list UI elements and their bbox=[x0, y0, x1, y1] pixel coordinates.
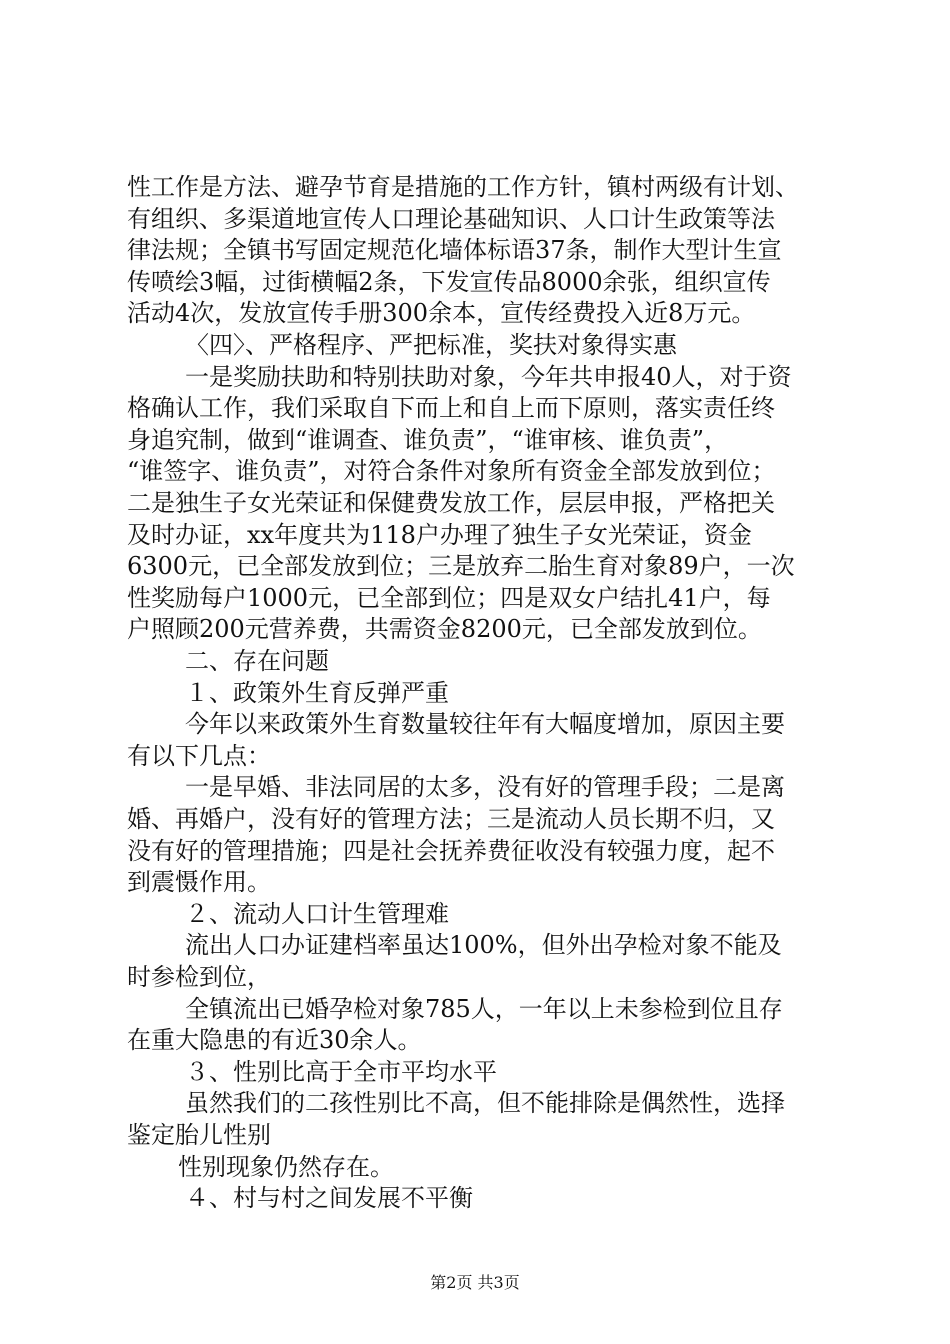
text-line: 性工作是方法、避孕节育是措施的工作方针，镇村两级有计划、 bbox=[127, 173, 799, 201]
subsection-heading: ２、流动人口计生管理难 bbox=[185, 900, 449, 928]
section-heading: 二、存在问题 bbox=[185, 647, 329, 675]
text-line: 今年以来政策外生育数量较往年有大幅度增加，原因主要 bbox=[185, 710, 785, 738]
text-line: 户照顾200元营养费，共需资金8200元，已全部发放到位。 bbox=[127, 615, 762, 643]
text-line: 全镇流出已婚孕检对象785人，一年以上未参检到位且存 bbox=[185, 995, 783, 1023]
text-line: 到震慑作用。 bbox=[127, 868, 271, 896]
text-line: 有以下几点： bbox=[127, 742, 271, 770]
text-line: 律法规；全镇书写固定规范化墙体标语37条，制作大型计生宣 bbox=[127, 236, 782, 264]
text-line: 一是奖励扶助和特别扶助对象，今年共申报40人，对于资 bbox=[185, 363, 792, 391]
text-line: 没有好的管理措施；四是社会抚养费征收没有较强力度，起不 bbox=[127, 837, 775, 865]
text-line: 有组织、多渠道地宣传人口理论基础知识、人口计生政策等法 bbox=[127, 205, 775, 233]
text-line: 一是早婚、非法同居的太多，没有好的管理手段；二是离 bbox=[185, 773, 785, 801]
text-line: 6300元，已全部发放到位；三是放弃二胎生育对象89户，一次 bbox=[127, 552, 795, 580]
text-line: 时参检到位， bbox=[127, 963, 271, 991]
page-footer: 第2页 共3页 bbox=[430, 1273, 520, 1292]
text-line: 虽然我们的二孩性别比不高，但不能排除是偶然性，选择 bbox=[185, 1089, 785, 1117]
text-line: 身追究制，做到“谁调查、谁负责”，“谁审核、谁负责”， bbox=[127, 426, 729, 454]
text-line: 传喷绘3幅，过街横幅2条，下发宣传品8000余张，组织宣传 bbox=[127, 268, 771, 296]
text-line: 活动4次，发放宣传手册300余本，宣传经费投入近8万元。 bbox=[127, 299, 756, 327]
text-line: 性别现象仍然存在。 bbox=[178, 1153, 394, 1181]
text-line: 婚、再婚户，没有好的管理方法；三是流动人员长期不归，又 bbox=[127, 805, 775, 833]
text-line: 二是独生子女光荣证和保健费发放工作，层层申报，严格把关 bbox=[127, 489, 775, 517]
text-line: “谁签字、谁负责”，对符合条件对象所有资金全部发放到位； bbox=[127, 457, 776, 485]
text-line: 在重大隐患的有近30余人。 bbox=[127, 1026, 422, 1054]
text-line: 鉴定胎儿性别 bbox=[127, 1121, 271, 1149]
text-line: 格确认工作，我们采取自下而上和自上而下原则，落实责任终 bbox=[127, 394, 775, 422]
section-heading: 〈四〉、严格程序、严把标准，奖扶对象得实惠 bbox=[185, 331, 677, 359]
subsection-heading: １、政策外生育反弹严重 bbox=[185, 679, 449, 707]
text-line: 及时办证，xx年度共为118户办理了独生子女光荣证，资金 bbox=[127, 521, 752, 549]
text-line: 流出人口办证建档率虽达100%，但外出孕检对象不能及 bbox=[185, 931, 782, 959]
subsection-heading: ３、性别比高于全市平均水平 bbox=[185, 1058, 497, 1086]
text-line: 性奖励每户1000元，已全部到位；四是双女户结扎41户，每 bbox=[127, 584, 771, 612]
subsection-heading: ４、村与村之间发展不平衡 bbox=[185, 1184, 473, 1212]
